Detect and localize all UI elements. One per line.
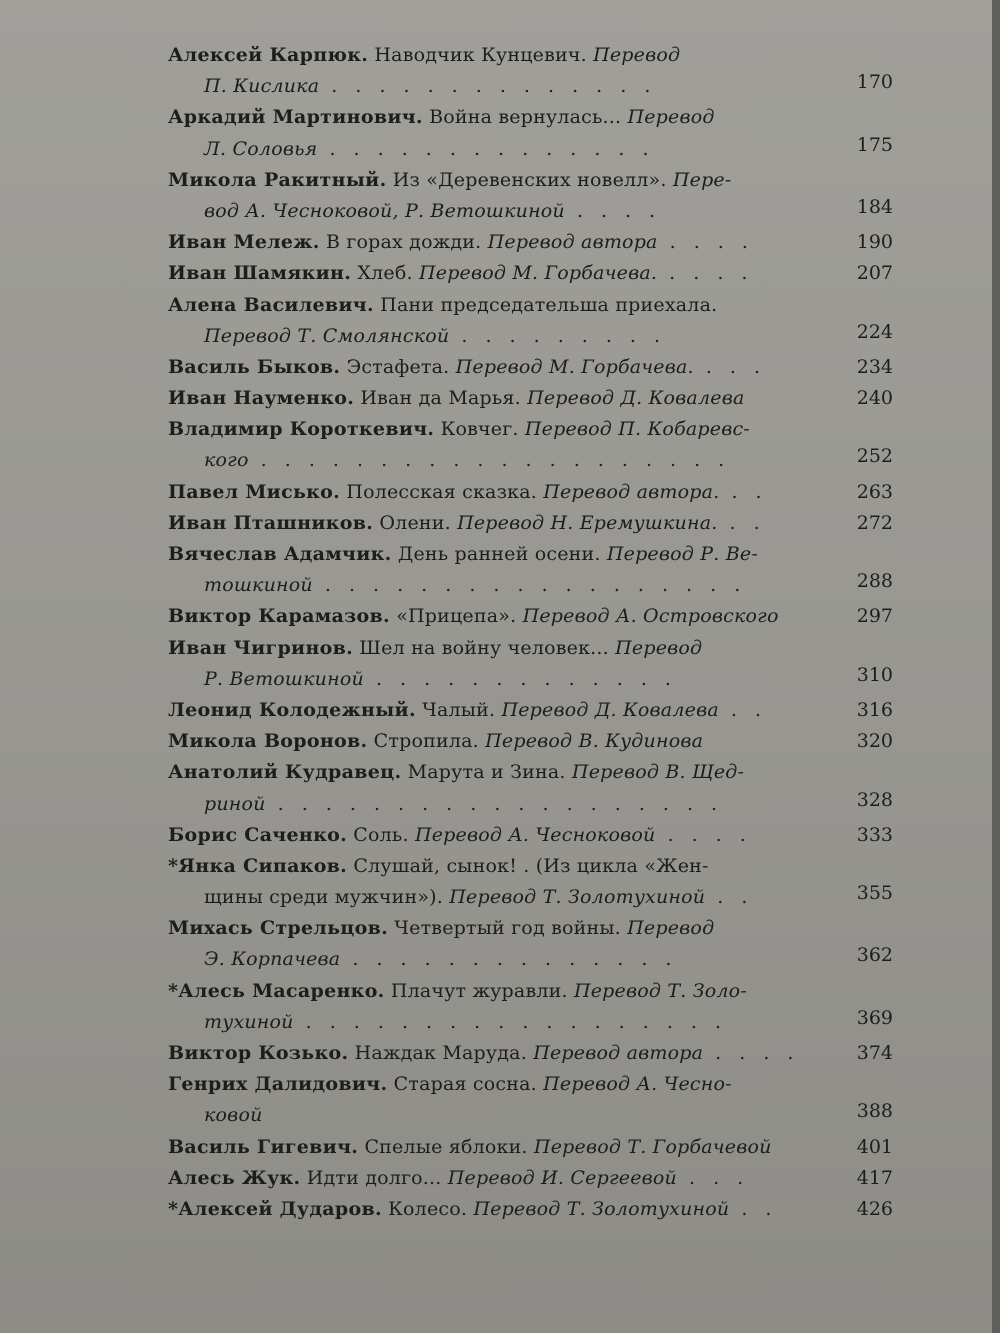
toc-author: Алесь Жук. [168,1166,301,1189]
toc-title: Олени. [373,511,458,534]
toc-page-number: 224 [856,320,893,343]
table-of-contents [168,40,895,1225]
toc-translator: Перевод [627,106,715,129]
toc-entry-line [168,1132,895,1163]
toc-author: Борис Саченко. [168,823,348,846]
toc-author: Анатолий Кудравец. [168,761,402,784]
toc-translator: Перевод Д. Ковалева [501,698,719,721]
toc-entry [168,165,895,227]
toc-entry-continuation [168,445,895,476]
toc-dots: . . . . [703,1042,800,1064]
toc-page-number: 170 [856,71,893,94]
toc-page-number: 401 [856,1135,893,1158]
toc-page-number: 316 [856,698,893,721]
toc-entry-line [168,1069,895,1100]
toc-translator: вод А. Чесноковой, Р. Ветошкиной [204,199,565,222]
toc-title: Иван да Марья. [354,387,528,410]
toc-page-number: 288 [856,570,893,593]
toc-entry-line [168,726,895,757]
toc-title: Четвертый год войны. [388,917,628,940]
toc-entry-continuation [168,664,895,695]
toc-author: Алексей Карпюк. [168,44,369,66]
toc-page-number: 272 [856,511,893,534]
toc-translator: Перевод В. Кудинова [485,730,704,753]
toc-author: Генрих Далидович. [168,1073,388,1096]
toc-entry-line [168,383,895,414]
toc-translator: тухиной [204,1010,294,1033]
toc-translator: Перевод [627,917,715,940]
toc-entry-line [168,820,895,851]
toc-dots: . . . . . . . . . . . . . . . . . . [293,1010,728,1033]
toc-title: Пани председательша приехала. [373,293,718,316]
toc-translator: ковой [204,1104,263,1127]
toc-translator: Перевод А. Островского [522,605,779,628]
toc-author: Михась Стрельцов. [168,917,389,940]
toc-dots: . . [729,1197,778,1220]
toc-author: *Янка Сипаков. [168,854,348,877]
toc-entry-line [168,539,895,570]
toc-page-number: 207 [856,262,893,285]
toc-page-number: 240 [856,387,893,410]
toc-page-number: 388 [856,1100,893,1123]
toc-translator: Перевод Т. Золо- [573,979,747,1002]
page-edge-shadow [992,0,1000,1333]
toc-translator: Перевод М. Горбачева. [455,355,694,378]
toc-entry-continuation [168,570,895,601]
toc-entry [168,40,895,102]
toc-author: Василь Быков. [168,355,341,378]
toc-dots: . . . . [657,262,754,285]
toc-translator: риной [204,792,266,815]
toc-page-number: 234 [856,355,893,378]
toc-page-number: 369 [856,1006,893,1029]
toc-entry [168,1132,895,1163]
toc-entry [168,1194,895,1225]
toc-page-number: 328 [856,788,893,811]
toc-translator: Перевод П. Кобаревс- [524,418,750,441]
toc-page-number: 252 [856,445,893,468]
toc-translator: Перевод И. Сергеевой [447,1166,677,1189]
toc-author: Иван Науменко. [168,387,355,410]
toc-entry [168,102,895,164]
toc-page-number: 362 [856,944,893,967]
toc-entry-line [168,258,895,289]
toc-author: Аркадий Мартинович. [168,106,423,129]
toc-author: *Алесь Масаренко. [168,979,385,1002]
toc-page-number: 190 [856,231,893,254]
toc-translator: Перевод [615,636,703,659]
toc-entry [168,726,895,757]
toc-entry [168,601,895,632]
toc-entry-line [168,976,895,1007]
toc-translator: Перевод автора. [543,480,720,503]
toc-title: В горах дожди. [319,231,488,254]
toc-author: Василь Гигевич. [168,1135,359,1158]
toc-title: Наводчик Кунцевич. [368,44,594,66]
toc-entry [168,1069,895,1131]
toc-title: Идти долго... [300,1166,448,1189]
toc-entry-continuation [168,1007,895,1038]
toc-entry-line [168,1163,895,1194]
toc-entry-line [168,601,895,632]
toc-entry [168,1163,895,1194]
toc-translator: Перевод Д. Ковалева [527,387,745,410]
toc-dots: . . . . . . . . . [449,324,667,347]
toc-title: День ранней осени. [391,543,607,565]
toc-dots: . . [719,480,768,503]
toc-dots: . . . . . . . . . . . . . [363,667,677,690]
toc-translator: Э. Корпачева [204,948,341,971]
toc-translator: Перевод В. Щед- [571,761,745,784]
toc-entry-line [168,508,895,539]
toc-translator: кого [204,449,249,472]
toc-entry-continuation [168,321,895,352]
toc-dots: . . . [693,355,767,378]
toc-translator: Перевод Т. Золотухиной [473,1197,730,1220]
toc-title: Плачут журавли. [384,979,574,1002]
toc-translator: Перевод М. Горбачева. [418,262,658,285]
toc-dots: . . . . . . . . . . . . . . . . . . . [265,792,724,815]
toc-author: Иван Пташников. [168,511,374,534]
toc-title: Из «Деревенских новелл». [386,168,673,191]
toc-title: Полесская сказка. [340,480,544,503]
toc-translator: Перевод Н. Еремушкина. [457,511,718,534]
toc-dots: . . . . . . . . . . . . . . [317,137,655,160]
toc-translator: Перевод А. Чесноковой [414,823,656,846]
toc-entry [168,757,895,819]
toc-entry-continuation [168,1100,895,1131]
toc-author: Виктор Козько. [168,1042,349,1064]
toc-entry-line [168,477,895,508]
toc-translator: Л. Соловья [204,137,318,160]
toc-entry [168,633,895,695]
toc-entry-line [168,913,895,944]
toc-title: Марута и Зина. [401,761,572,784]
toc-dots: . . . [676,1166,750,1189]
toc-entry-continuation [168,134,895,165]
toc-page-number: 355 [856,882,893,905]
toc-entry-line [168,633,895,664]
toc-author: Микола Воронов. [168,730,368,753]
toc-author: Алена Василевич. [168,293,374,316]
toc-entry [168,508,895,539]
toc-translator: Перевод [593,44,681,66]
toc-dots: . . . . . . . . . . . . . . . . . . [312,574,747,597]
toc-title: Колесо. [381,1197,474,1220]
toc-entry [168,383,895,414]
toc-entry-line [168,227,895,258]
toc-entry [168,258,895,289]
toc-title: Хлеб. [351,262,419,285]
toc-title: Эстафета. [340,355,456,378]
toc-entry-line [168,1194,895,1225]
toc-title: Шел на войну человек... [353,636,616,659]
toc-author: Владимир Короткевич. [168,418,435,441]
toc-entry-line [168,414,895,445]
toc-page-number: 374 [856,1042,893,1064]
toc-translator: Перевод автора [487,231,658,254]
toc-entry [168,851,895,913]
toc-page-number: 310 [856,663,893,686]
toc-title: Чалый. [415,698,502,721]
toc-dots: . . . . . . . . . . . . . . [319,75,657,98]
toc-dots: . . . . [657,231,754,254]
toc-translator: Пере- [672,168,732,191]
toc-translator: тошкиной [204,574,313,597]
toc-entry [168,352,895,383]
toc-page-number: 333 [856,823,893,846]
toc-translator: Р. Ветошкиной [204,667,364,690]
toc-title: Стропила. [367,730,486,753]
toc-entry-continuation [168,944,895,975]
toc-title: Старая сосна. [387,1073,544,1096]
toc-dots: . . [718,698,768,721]
toc-entry-line [168,1038,895,1069]
toc-translator: Перевод А. Чесно- [543,1073,732,1096]
toc-entry-continuation [168,196,895,227]
toc-title: Слушай, сынок! . (Из цикла «Жен- [347,854,709,877]
toc-translator: Перевод Р. Ве- [606,543,758,565]
toc-entry [168,227,895,258]
toc-entry-line [168,40,895,71]
toc-author: Иван Чигринов. [168,636,354,659]
toc-translator: Перевод автора [533,1042,704,1064]
toc-entry-line [168,757,895,788]
toc-translator: Перевод Т. Горбачевой [533,1135,772,1158]
toc-entry [168,539,895,601]
toc-title: Наждак Маруда. [348,1042,534,1064]
toc-dots: . . . . . . . . . . . . . . . . . . . . [248,449,731,472]
toc-dots: . . . . [655,823,752,846]
toc-author: Иван Мележ. [168,231,320,254]
toc-entry [168,820,895,851]
toc-title: Соль. [347,823,415,846]
toc-page-number: 426 [856,1197,893,1220]
toc-title: щины среди мужчин»). [204,886,450,909]
toc-entry [168,913,895,975]
toc-entry-line [168,352,895,383]
toc-title: «Прицепа». [389,605,523,628]
toc-translator: П. Кислика [204,75,320,98]
toc-entry [168,477,895,508]
toc-translator: Перевод Т. Золотухиной [449,886,706,909]
toc-author: Павел Мисько. [168,480,341,503]
toc-page-number: 320 [856,730,893,753]
toc-entry-continuation [168,882,895,913]
toc-title: Война вернулась... [422,106,628,129]
toc-dots: . . [705,886,754,909]
toc-author: Виктор Карамазов. [168,605,390,628]
toc-entry [168,695,895,726]
toc-entry-line [168,102,895,133]
toc-author: Вячеслав Адамчик. [168,543,392,565]
toc-page-number: 175 [856,133,893,156]
toc-entry [168,976,895,1038]
toc-entry [168,290,895,352]
toc-page-number: 184 [856,195,893,218]
toc-title: Ковчег. [434,418,525,441]
toc-entry-line [168,165,895,196]
toc-page-number: 417 [856,1166,893,1189]
toc-entry-line [168,695,895,726]
toc-entry-line [168,290,895,321]
toc-author: Иван Шамякин. [168,262,352,285]
toc-entry-continuation [168,789,895,820]
toc-page-number: 263 [856,480,893,503]
toc-dots: . . . . . . . . . . . . . . [340,948,678,971]
toc-entry-line [168,851,895,882]
toc-entry [168,1038,895,1069]
toc-title: Спелые яблоки. [358,1135,534,1158]
toc-translator: Перевод Т. Смолянской [204,324,450,347]
toc-dots: . . . . [564,199,662,222]
toc-entry-continuation [168,71,895,102]
toc-author: *Алексей Дударов. [168,1197,382,1220]
toc-author: Леонид Колодежный. [168,698,416,721]
toc-dots: . . [717,511,766,534]
toc-author: Микола Ракитный. [168,168,387,191]
toc-page-number: 297 [856,605,893,628]
toc-entry [168,414,895,476]
